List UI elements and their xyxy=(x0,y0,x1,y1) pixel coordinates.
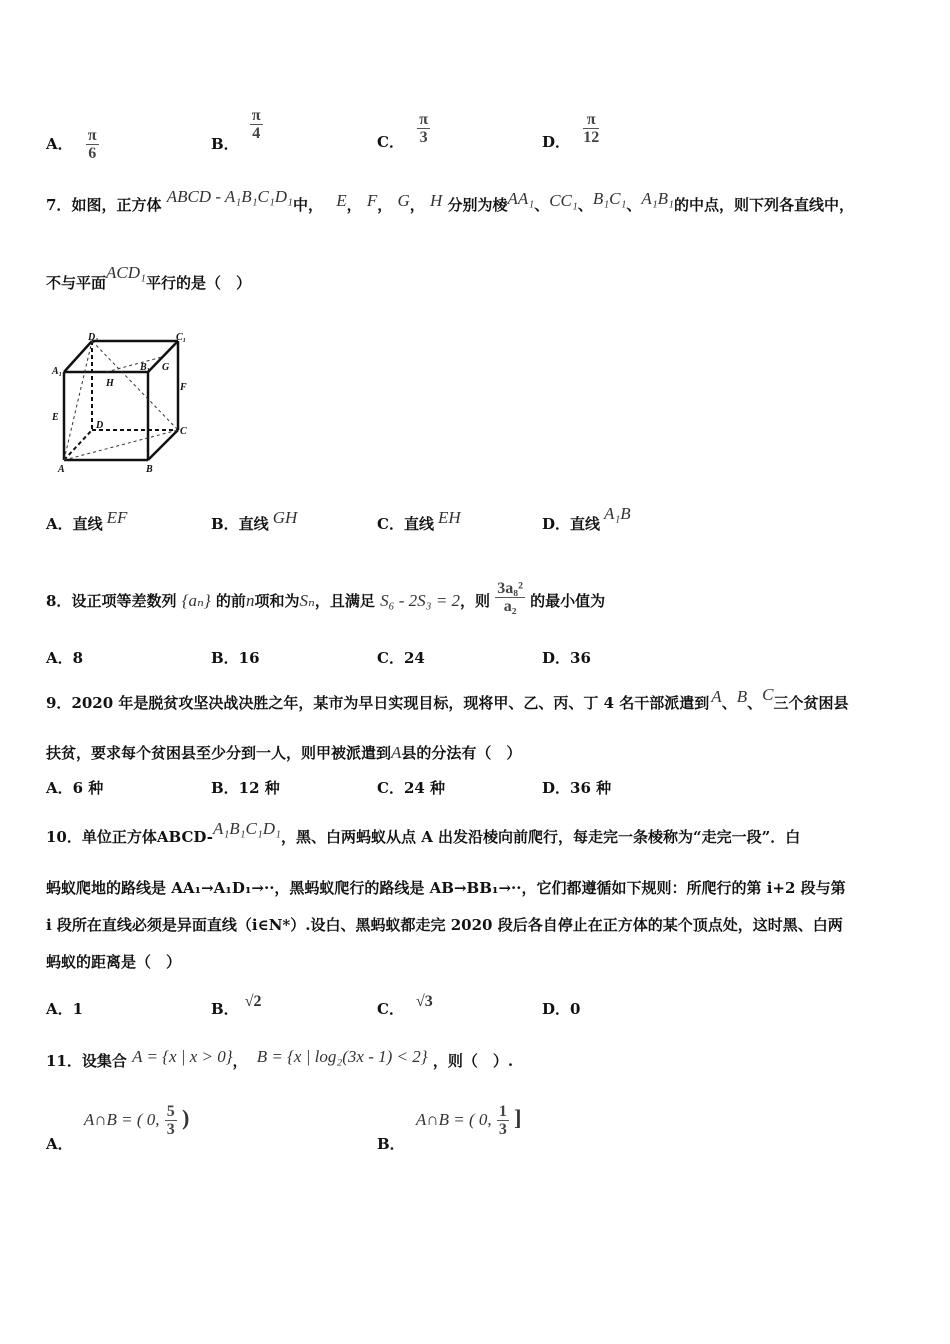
q7-option-b: B．直线 GH xyxy=(211,508,298,533)
q8-stem: 8．设正项等差数列 {aₙ} 的前n项和为Sₙ，且满足 S₆ - 2S₃ = 2，则 $\frac{\text{3a₈²}}{\text{a₂}}$ 的最小值为 xyxy=(46,580,606,615)
q7-stem-line2: 不与平面ACD₁平行的是（ ） xyxy=(46,263,251,292)
q7-option-d: D．直线A₁B xyxy=(542,504,631,533)
q9-stem-line1: 9．2020 年是脱贫攻坚决战决胜之年，某市为早日实现目标，现将甲、乙、丙、丁 4 名干部派遣到 A、B、C三个贫困县 xyxy=(46,685,849,712)
q10-option-c: C． √3 xyxy=(377,993,433,1018)
label-C1: C₁ xyxy=(176,332,187,343)
label-D1: D₁ xyxy=(88,332,99,343)
q7-stem-line1: 7．如图，正方体 ABCD - A₁B₁C₁D₁中， E， F， G， H 分别为棱AA₁、CC₁、B₁C₁、A₁B₁的中点，则下列各直线中， xyxy=(46,187,854,214)
label-C: C xyxy=(180,426,187,437)
q6-option-b: B． $\frac{\pi}{4}$ xyxy=(211,107,261,153)
label-G: G xyxy=(162,362,170,373)
label-A1: A₁ xyxy=(52,366,63,377)
q8-option-a: A．8 xyxy=(46,649,84,667)
q10-stem-line1: 10．单位正方体ABCD-A₁B₁C₁D₁，黑、白两蚂蚁从点 A 出发沿棱向前爬行，每走完一条棱称为“走完一段”．白 xyxy=(46,819,801,846)
q10-option-a: A．1 xyxy=(46,1000,84,1018)
label-E: E xyxy=(52,412,59,423)
q7-option-c: C．直线 EH xyxy=(377,508,461,533)
q9-option-d: D．36 种 xyxy=(542,779,612,797)
q9-stem-line2: 扶贫，要求每个贫困县至少分到一人，则甲被派遣到A县的分法有（ ） xyxy=(46,743,522,762)
q8-option-b: B．16 xyxy=(211,649,260,667)
q9-option-c: C．24 种 xyxy=(377,779,446,797)
q9-option-a: A．6 种 xyxy=(46,779,104,797)
label-B: B xyxy=(146,464,153,475)
label-H: H xyxy=(106,378,114,389)
label-D: D xyxy=(96,420,104,431)
q11-option-a: A． A∩B = ( 0, $\frac{5}{3}$ ) xyxy=(46,1103,190,1153)
q10-option-b: B． √2 xyxy=(211,993,262,1018)
q10-stem-line3: i 段所在直线必须是异面直线（i∈N*）.设白、黑蚂蚁都走完 2020 段后各自停止在正方体的某个顶点处，这时黑、白两 xyxy=(46,916,843,934)
q6-option-c: C． $\frac{\pi}{3}$ xyxy=(377,111,428,151)
q11-stem: 11．设集合 A = {x | x > 0}， B = {x | log₂(3x - 1) < 2} ，则（ ）. xyxy=(46,1047,514,1070)
q8-option-d: D．36 xyxy=(542,649,591,667)
label-F: F xyxy=(180,382,187,393)
label-A: A xyxy=(58,464,65,475)
q9-option-b: B．12 种 xyxy=(211,779,280,797)
q8-option-c: C．24 xyxy=(377,649,425,667)
q6-option-a: A． $\frac{\pi}{6}$ xyxy=(46,127,97,162)
cube-figure xyxy=(46,330,196,480)
q10-option-d: D．0 xyxy=(542,1000,581,1018)
q7-option-a: A．直线 EF xyxy=(46,508,128,533)
q10-stem-line2: 蚂蚁爬地的路线是 AA₁→A₁D₁→··，黑蚂蚁爬行的路线是 AB→BB₁→··，它们都遵循如下规则：所爬行的第 i+2 段与第 xyxy=(46,879,846,897)
q6-option-d: D． $\frac{\pi}{12}$ xyxy=(542,111,600,151)
q10-stem-line4: 蚂蚁的距离是（ ） xyxy=(46,953,182,971)
label-B1: B₁ xyxy=(140,362,151,373)
q11-option-b: B． A∩B = ( 0, $\frac{1}{3}$ ] xyxy=(377,1103,522,1153)
